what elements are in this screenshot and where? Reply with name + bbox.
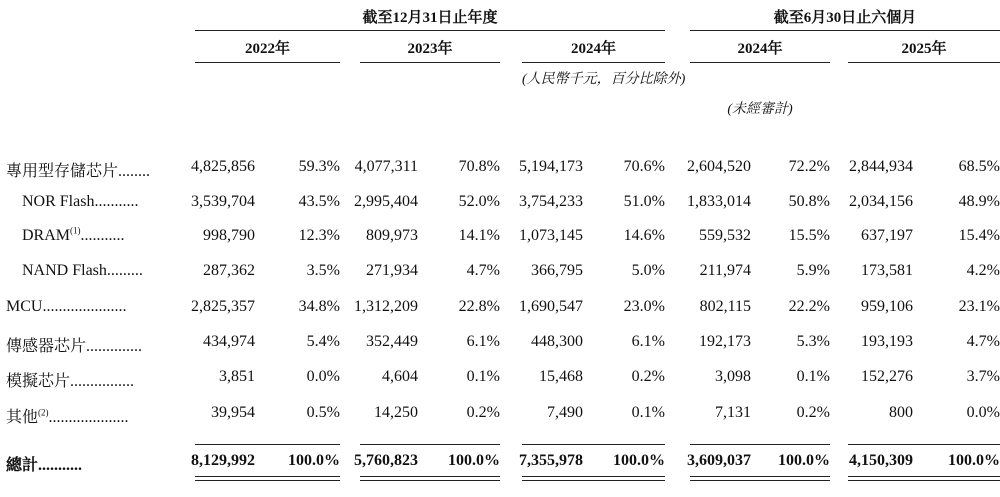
amount-cell: 2,844,934: [849, 158, 913, 175]
percent-cell: 100.0%: [448, 452, 500, 469]
percent-cell: 68.5%: [958, 158, 1000, 175]
percent-cell: 0.2%: [796, 404, 830, 421]
leader-dots: .....................: [42, 298, 127, 315]
percent-cell: 100.0%: [613, 452, 665, 469]
percent-cell: 3.7%: [966, 368, 1000, 385]
percent-cell: 0.1%: [466, 368, 500, 385]
leader-dots: ...........: [38, 457, 83, 474]
percent-cell: 5.3%: [796, 333, 830, 350]
amount-cell: 3,754,233: [519, 193, 583, 210]
total-top-rule: [195, 444, 340, 445]
total-top-rule: [690, 444, 830, 445]
group-header-six-months: 截至6月30日止六個月: [773, 10, 917, 26]
percent-cell: 4.7%: [966, 333, 1000, 350]
year-underline: [360, 62, 500, 63]
group-underline-fiscal: [195, 30, 665, 31]
leader-dots: ..............: [86, 338, 143, 355]
leader-dots: ...........: [94, 193, 139, 210]
amount-cell: 7,355,978: [519, 452, 583, 469]
percent-cell: 12.3%: [298, 227, 340, 244]
percent-cell: 50.8%: [788, 193, 830, 210]
leader-dots: ........: [118, 163, 151, 180]
row-label: [22, 193, 138, 211]
year-header-2022: 2022年: [244, 41, 290, 57]
year-header-2023: 2023年: [407, 41, 453, 57]
amount-cell: 3,609,037: [687, 452, 751, 469]
year-header-2025-h1: 2025年: [901, 41, 947, 57]
amount-cell: 1,073,145: [519, 227, 583, 244]
percent-cell: 0.1%: [796, 368, 830, 385]
percent-cell: 48.9%: [958, 193, 1000, 210]
percent-cell: 14.1%: [458, 227, 500, 244]
row-label-text: 其他: [6, 409, 39, 426]
row-label-text: NOR Flash: [22, 193, 95, 210]
amount-cell: 1,690,547: [519, 298, 583, 315]
year-underline: [195, 62, 340, 63]
leader-dots: ................: [70, 373, 135, 390]
total-double-rule: [522, 476, 665, 481]
amount-cell: 998,790: [203, 227, 255, 244]
amount-cell: 2,604,520: [687, 158, 751, 175]
percent-cell: 4.7%: [466, 262, 500, 279]
year-header-2024-h1: 2024年: [737, 41, 783, 57]
leader-dots: ....................: [48, 409, 129, 426]
amount-cell: 193,193: [861, 333, 913, 350]
total-top-rule: [848, 444, 1000, 445]
percent-cell: 59.3%: [298, 158, 340, 175]
amount-cell: 152,276: [861, 368, 913, 385]
row-label: [6, 368, 134, 391]
amount-cell: 559,532: [699, 227, 751, 244]
row-label: [22, 262, 143, 280]
leader-dots: .........: [106, 262, 143, 279]
amount-cell: 2,034,156: [849, 193, 913, 210]
row-label: [6, 298, 126, 316]
total-double-rule: [690, 476, 830, 481]
amount-cell: 434,974: [203, 333, 255, 350]
amount-cell: 3,098: [715, 368, 751, 385]
amount-cell: 192,173: [699, 333, 751, 350]
percent-cell: 100.0%: [948, 452, 1000, 469]
percent-cell: 0.2%: [466, 404, 500, 421]
percent-cell: 15.5%: [788, 227, 830, 244]
percent-cell: 43.5%: [298, 193, 340, 210]
unaudited-note: (未經審計): [727, 102, 793, 117]
amount-cell: 271,934: [366, 262, 418, 279]
row-label-text: NAND Flash: [22, 262, 107, 279]
amount-cell: 2,995,404: [354, 193, 418, 210]
amount-cell: 448,300: [531, 333, 583, 350]
amount-cell: 211,974: [699, 262, 751, 279]
row-label: [6, 333, 142, 356]
amount-cell: 4,077,311: [354, 158, 418, 175]
percent-cell: 3.5%: [306, 262, 340, 279]
amount-cell: 4,604: [382, 368, 418, 385]
amount-cell: 173,581: [861, 262, 913, 279]
percent-cell: 0.0%: [306, 368, 340, 385]
amount-cell: 3,539,704: [191, 193, 255, 210]
amount-cell: 39,954: [211, 404, 255, 421]
percent-cell: 70.6%: [623, 158, 665, 175]
amount-cell: 8,129,992: [191, 452, 255, 469]
percent-cell: 5.4%: [306, 333, 340, 350]
percent-cell: 5.9%: [796, 262, 830, 279]
amount-cell: 1,833,014: [687, 193, 751, 210]
percent-cell: 4.2%: [966, 262, 1000, 279]
total-double-rule: [360, 476, 500, 481]
amount-cell: 352,449: [366, 333, 418, 350]
percent-cell: 23.1%: [958, 298, 1000, 315]
row-label-text: DRAM: [22, 227, 71, 244]
amount-cell: 287,362: [203, 262, 255, 279]
amount-cell: 1,312,209: [354, 298, 418, 315]
year-underline: [522, 62, 665, 63]
year-header-2024: 2024年: [570, 41, 616, 57]
amount-cell: 959,106: [861, 298, 913, 315]
amount-cell: 802,115: [699, 298, 751, 315]
percent-cell: 15.4%: [958, 227, 1000, 244]
percent-cell: 6.1%: [466, 333, 500, 350]
amount-cell: 15,468: [539, 368, 583, 385]
percent-cell: 0.1%: [631, 404, 665, 421]
amount-cell: 4,150,309: [849, 452, 913, 469]
percent-cell: 6.1%: [631, 333, 665, 350]
total-top-rule: [360, 444, 500, 445]
percent-cell: 0.5%: [306, 404, 340, 421]
amount-cell: 5,194,173: [519, 158, 583, 175]
amount-cell: 637,197: [861, 227, 913, 244]
row-label: [6, 404, 129, 427]
amount-cell: 7,131: [715, 404, 751, 421]
row-label: [6, 452, 82, 475]
footnote-marker: (2): [38, 407, 49, 418]
row-label-text: 總計: [6, 457, 39, 474]
percent-cell: 0.0%: [966, 404, 1000, 421]
year-underline: [690, 62, 830, 63]
amount-cell: 800: [889, 404, 913, 421]
amount-cell: 3,851: [219, 368, 255, 385]
year-underline: [848, 62, 1000, 63]
percent-cell: 22.2%: [788, 298, 830, 315]
percent-cell: 70.8%: [458, 158, 500, 175]
row-label: [6, 158, 150, 181]
group-header-fiscal-year: 截至12月31日止年度: [362, 10, 498, 26]
percent-cell: 72.2%: [788, 158, 830, 175]
amount-cell: 809,973: [366, 227, 418, 244]
percent-cell: 23.0%: [623, 298, 665, 315]
percent-cell: 22.8%: [458, 298, 500, 315]
percent-cell: 14.6%: [623, 227, 665, 244]
leader-dots: ...........: [80, 227, 125, 244]
amount-cell: 5,760,823: [354, 452, 418, 469]
amount-cell: 2,825,357: [191, 298, 255, 315]
row-label-text: 專用型存儲芯片: [6, 163, 119, 180]
group-underline-six-months: [690, 30, 1000, 31]
percent-cell: 100.0%: [288, 452, 340, 469]
total-double-rule: [848, 476, 1000, 481]
amount-cell: 14,250: [374, 404, 418, 421]
percent-cell: 51.0%: [623, 193, 665, 210]
percent-cell: 100.0%: [778, 452, 830, 469]
row-label-text: 傳感器芯片: [6, 338, 87, 355]
percent-cell: 34.8%: [298, 298, 340, 315]
amount-cell: 366,795: [531, 262, 583, 279]
amount-cell: 7,490: [547, 404, 583, 421]
percent-cell: 52.0%: [458, 193, 500, 210]
amount-cell: 4,825,856: [191, 158, 255, 175]
row-label-text: 模擬芯片: [6, 373, 71, 390]
total-double-rule: [195, 476, 340, 481]
footnote-marker: (1): [70, 225, 81, 236]
percent-cell: 5.0%: [631, 262, 665, 279]
row-label: [22, 227, 125, 245]
percent-cell: 0.2%: [631, 368, 665, 385]
total-top-rule: [522, 444, 665, 445]
row-label-text: MCU: [6, 298, 43, 315]
unit-note: (人民幣千元，百分比除外): [522, 72, 686, 87]
